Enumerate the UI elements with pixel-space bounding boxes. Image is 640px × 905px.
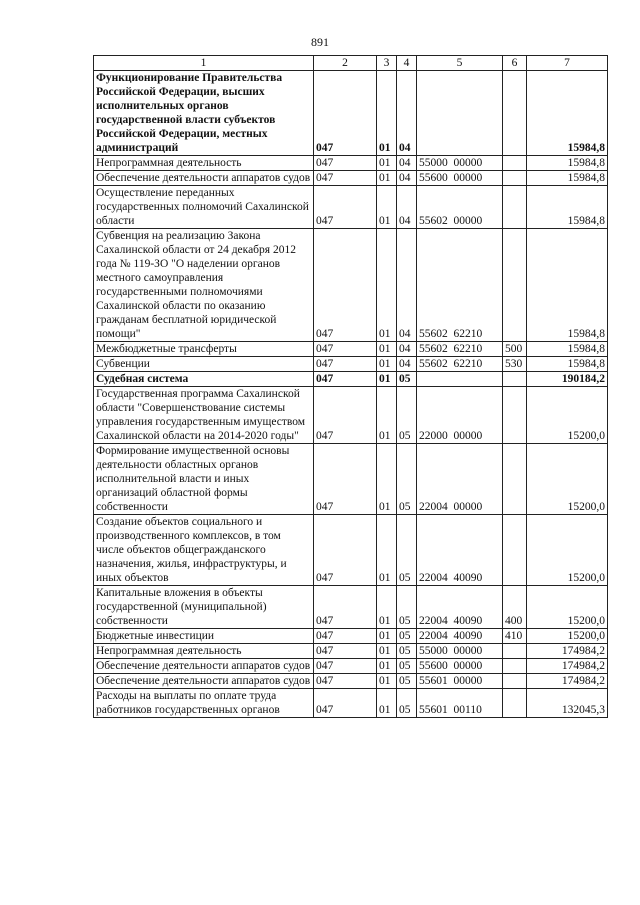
- row-name-cell: Судебная система: [94, 372, 314, 387]
- ministry-code-cell: 047: [314, 229, 377, 342]
- subsection-code-cell: 05: [397, 372, 417, 387]
- ministry-code-cell: 047: [314, 659, 377, 674]
- amount-cell: 15984,8: [527, 229, 608, 342]
- target-article-cell: 55000 00000: [417, 156, 503, 171]
- subsection-code-cell: 05: [397, 444, 417, 515]
- expense-type-cell: [503, 644, 527, 659]
- amount-cell: 174984,2: [527, 659, 608, 674]
- table-row: [94, 372, 608, 387]
- subsection-code-cell: 05: [397, 629, 417, 644]
- target-article-cell: 55600 00000: [417, 171, 503, 186]
- target-article-cell: 22004 40090: [417, 629, 503, 644]
- table-row: [94, 171, 608, 186]
- header-row: [94, 56, 608, 71]
- ministry-code-cell: 047: [314, 586, 377, 629]
- row-name-cell: Непрограммная деятельность: [94, 644, 314, 659]
- subsection-code-cell: 05: [397, 689, 417, 718]
- row-name-cell: Бюджетные инвестиции: [94, 629, 314, 644]
- table-row: [94, 357, 608, 372]
- page-number: 891: [311, 35, 329, 49]
- section-code-cell: 01: [377, 444, 397, 515]
- row-name-cell: Субвенция на реализацию Закона Сахалинской области от 24 декабря 2012 года № 119-ЗО "О наделении органов местного самоуправления государственными полномочиями Сахалинской области по оказанию гражданам бесплатной юридической помощи": [94, 229, 314, 342]
- amount-cell: 15200,0: [527, 586, 608, 629]
- amount-cell: 15200,0: [527, 515, 608, 586]
- table-row: [94, 644, 608, 659]
- expense-type-cell: [503, 186, 527, 229]
- amount-cell: 15984,8: [527, 71, 608, 156]
- section-code-cell: 01: [377, 357, 397, 372]
- expense-type-cell: [503, 71, 527, 156]
- subsection-code-cell: 04: [397, 186, 417, 229]
- ministry-code-cell: 047: [314, 444, 377, 515]
- section-code-cell: 01: [377, 186, 397, 229]
- column-header: 7: [527, 56, 608, 71]
- expense-type-cell: [503, 229, 527, 342]
- subsection-code-cell: 04: [397, 171, 417, 186]
- section-code-cell: 01: [377, 515, 397, 586]
- subsection-code-cell: 05: [397, 659, 417, 674]
- row-name-cell: Обеспечение деятельности аппаратов судов: [94, 659, 314, 674]
- table-row: [94, 444, 608, 515]
- amount-cell: 15984,8: [527, 186, 608, 229]
- section-code-cell: 01: [377, 372, 397, 387]
- amount-cell: 15984,8: [527, 156, 608, 171]
- expense-type-cell: [503, 171, 527, 186]
- expense-type-cell: 500: [503, 342, 527, 357]
- target-article-cell: 55600 00000: [417, 659, 503, 674]
- row-name-cell: Создание объектов социального и производственного комплексов, в том числе объектов общегражданского назначения, жилья, инфраструктуры, и иных объектов: [94, 515, 314, 586]
- amount-cell: 15984,8: [527, 357, 608, 372]
- ministry-code-cell: 047: [314, 629, 377, 644]
- ministry-code-cell: 047: [314, 171, 377, 186]
- amount-cell: 174984,2: [527, 674, 608, 689]
- table-body: [94, 56, 608, 718]
- ministry-code-cell: 047: [314, 156, 377, 171]
- row-name-cell: Осуществление переданных государственных полномочий Сахалинской области: [94, 186, 314, 229]
- ministry-code-cell: 047: [314, 387, 377, 444]
- target-article-cell: 22000 00000: [417, 387, 503, 444]
- ministry-code-cell: 047: [314, 372, 377, 387]
- table-row: [94, 186, 608, 229]
- amount-cell: 15200,0: [527, 387, 608, 444]
- target-article-cell: 22004 40090: [417, 586, 503, 629]
- table-row: [94, 156, 608, 171]
- amount-cell: 15200,0: [527, 629, 608, 644]
- expense-type-cell: [503, 659, 527, 674]
- amount-cell: 190184,2: [527, 372, 608, 387]
- column-header: 3: [377, 56, 397, 71]
- target-article-cell: 55602 62210: [417, 357, 503, 372]
- target-article-cell: 22004 40090: [417, 515, 503, 586]
- target-article-cell: 55601 00110: [417, 689, 503, 718]
- table-row: [94, 586, 608, 629]
- row-name-cell: Субвенции: [94, 357, 314, 372]
- ministry-code-cell: 047: [314, 342, 377, 357]
- subsection-code-cell: 04: [397, 229, 417, 342]
- amount-cell: 15984,8: [527, 342, 608, 357]
- subsection-code-cell: 04: [397, 156, 417, 171]
- subsection-code-cell: 04: [397, 357, 417, 372]
- ministry-code-cell: 047: [314, 674, 377, 689]
- section-code-cell: 01: [377, 659, 397, 674]
- section-code-cell: 01: [377, 586, 397, 629]
- subsection-code-cell: 04: [397, 71, 417, 156]
- section-code-cell: 01: [377, 156, 397, 171]
- subsection-code-cell: 05: [397, 586, 417, 629]
- row-name-cell: Капитальные вложения в объекты государственной (муниципальной) собственности: [94, 586, 314, 629]
- section-code-cell: 01: [377, 629, 397, 644]
- budget-table: [93, 55, 608, 718]
- section-code-cell: 01: [377, 689, 397, 718]
- ministry-code-cell: 047: [314, 644, 377, 659]
- table-row: [94, 229, 608, 342]
- amount-cell: 15984,8: [527, 171, 608, 186]
- expense-type-cell: 410: [503, 629, 527, 644]
- expense-type-cell: [503, 515, 527, 586]
- target-article-cell: 55602 62210: [417, 229, 503, 342]
- subsection-code-cell: 05: [397, 387, 417, 444]
- section-code-cell: 01: [377, 387, 397, 444]
- row-name-cell: Формирование имущественной основы деятельности областных органов исполнительной власти и иных организаций областной формы собственности: [94, 444, 314, 515]
- subsection-code-cell: 04: [397, 342, 417, 357]
- row-name-cell: Расходы на выплаты по оплате труда работников государственных органов: [94, 689, 314, 718]
- subsection-code-cell: 05: [397, 674, 417, 689]
- row-name-cell: Обеспечение деятельности аппаратов судов: [94, 674, 314, 689]
- table-row: [94, 674, 608, 689]
- table-row: [94, 71, 608, 156]
- column-header: 6: [503, 56, 527, 71]
- target-article-cell: 55601 00000: [417, 674, 503, 689]
- expense-type-cell: [503, 689, 527, 718]
- target-article-cell: 22004 00000: [417, 444, 503, 515]
- ministry-code-cell: 047: [314, 186, 377, 229]
- ministry-code-cell: 047: [314, 689, 377, 718]
- table-row: [94, 659, 608, 674]
- subsection-code-cell: 05: [397, 515, 417, 586]
- table-row: [94, 515, 608, 586]
- row-name-cell: Функционирование Правительства Российской Федерации, высших исполнительных органов государственной власти субъектов Российской Федерации, местных администраций: [94, 71, 314, 156]
- amount-cell: 174984,2: [527, 644, 608, 659]
- section-code-cell: 01: [377, 674, 397, 689]
- table-row: [94, 629, 608, 644]
- target-article-cell: 55000 00000: [417, 644, 503, 659]
- row-name-cell: Обеспечение деятельности аппаратов судов: [94, 171, 314, 186]
- target-article-cell: [417, 372, 503, 387]
- expense-type-cell: 400: [503, 586, 527, 629]
- target-article-cell: 55602 00000: [417, 186, 503, 229]
- amount-cell: 15200,0: [527, 444, 608, 515]
- column-header: 5: [417, 56, 503, 71]
- subsection-code-cell: 05: [397, 644, 417, 659]
- expense-type-cell: [503, 444, 527, 515]
- amount-cell: 132045,3: [527, 689, 608, 718]
- row-name-cell: Государственная программа Сахалинской области "Совершенствование системы управления государственным имуществом Сахалинской области на 2014-2020 годы": [94, 387, 314, 444]
- expense-type-cell: [503, 156, 527, 171]
- ministry-code-cell: 047: [314, 71, 377, 156]
- ministry-code-cell: 047: [314, 357, 377, 372]
- row-name-cell: Межбюджетные трансферты: [94, 342, 314, 357]
- target-article-cell: [417, 71, 503, 156]
- table-row: [94, 689, 608, 718]
- expense-type-cell: 530: [503, 357, 527, 372]
- section-code-cell: 01: [377, 644, 397, 659]
- table-row: [94, 387, 608, 444]
- target-article-cell: 55602 62210: [417, 342, 503, 357]
- section-code-cell: 01: [377, 171, 397, 186]
- expense-type-cell: [503, 674, 527, 689]
- column-header: 2: [314, 56, 377, 71]
- expense-type-cell: [503, 372, 527, 387]
- expense-type-cell: [503, 387, 527, 444]
- row-name-cell: Непрограммная деятельность: [94, 156, 314, 171]
- ministry-code-cell: 047: [314, 515, 377, 586]
- column-header: 1: [94, 56, 314, 71]
- section-code-cell: 01: [377, 229, 397, 342]
- table-row: [94, 342, 608, 357]
- column-header: 4: [397, 56, 417, 71]
- section-code-cell: 01: [377, 342, 397, 357]
- section-code-cell: 01: [377, 71, 397, 156]
